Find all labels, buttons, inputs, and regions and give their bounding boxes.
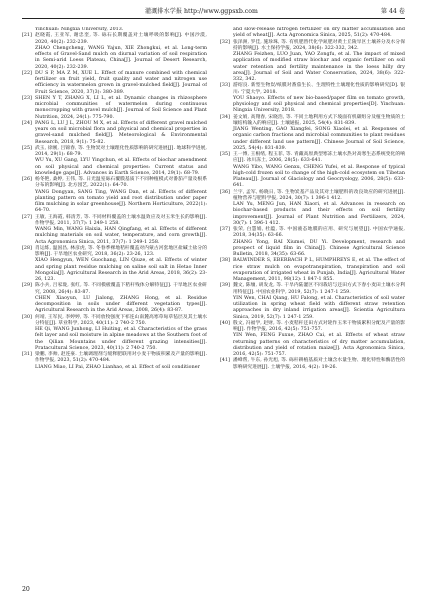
reference-text: WU Yu, XU Gang, LYU Yingchun, et al. Effects of biochar amendment on soil physical and chemical properties: Current status and knowledge gaps[J]. Advances in Earth Science, 2014, 29(1): 68-79.	[35, 158, 207, 176]
reference-entry	[220, 27, 405, 40]
reference-text: and slow-release nitrogen fertilizer on dry matter accumulation and yield of wheat[J]. Acta Agronomica Sinica, 2025, 51(2): 470-484.	[233, 27, 405, 39]
reference-text: 游绍良. 新型生物炭/纸膜对番茄生长、生理特性土壤理化性质的影响研究[D]. 银川: 宁夏大学, 2018.	[233, 83, 405, 95]
reference-text: 杨冬艳, 桑婷, 王伟, 等. 日光温室砾石覆膜基质下不同种植模式对番茄产量及根系分布的影响[J]. 北方园艺, 2022(1): 64-70.	[35, 177, 207, 189]
reference-entry	[220, 40, 405, 53]
reference-entry	[22, 121, 207, 146]
reference-number: [25]	[22, 145, 32, 151]
reference-entry	[220, 83, 405, 96]
reference-entry	[220, 115, 405, 128]
reference-text: 肖运炼, 温国昌, 林彦虎, 等. 冬春季裸地秸秆覆盖对内蒙古河套地区盐碱土盐分的影响[J]. 干旱地区农业研究, 2018, 36(2): 23-26, 123.	[35, 245, 207, 257]
reference-number: [39]	[220, 283, 230, 289]
reference-number: [37]	[220, 227, 230, 232]
reference-text: CHEN Xiaoyun, LU Jialong, ZHANG Hong, et al. Residue decomposition in soils under different vegetation types[J]. Agricultural Research in the Arid Areas, 2008, 26(4): 83-87.	[35, 295, 207, 314]
reference-entry	[22, 177, 207, 190]
reference-number: [26]	[22, 177, 32, 182]
reference-entry	[22, 327, 207, 352]
reference-text: 何靖, 王军民, 李婷婷, 等. 不同放牧强度下祁连山南麓高寒草甸草毡层及其土壤水分特征[J]. 草业科学, 2023, 40(11): 2 740-2 750.	[35, 314, 207, 326]
reference-entry	[220, 296, 405, 321]
reference-number: [33]	[220, 83, 230, 89]
reference-number: [31]	[22, 352, 32, 357]
reference-number: [36]	[220, 189, 230, 195]
reference-number: [34]	[220, 114, 230, 120]
reference-text: PANG L, LU J L, ZHOU M X, et al. Effects of different gravel mulched years on soil microbial flora and physical and chemical properties in gravel-sand mulched field[J]. Meteorological & Environmental Research, 2018, 9(1): 75-82.	[35, 120, 207, 145]
reference-text: 梁鹏, 李帅, 赵连豪. 土壤调理剂与缓释肥联用对小麦干物质积累及产量的影响[J]. 作物学报, 2023, 51(2): 470-484.	[35, 352, 207, 364]
reference-text: ZHANG Yong, BAI Xiumei, DU Yi. Development, research and prospect of liquid film in China[J]. Chinese Agricultural Science Bulletin, 2018, 34(35): 63-66.	[233, 239, 405, 257]
reference-number: [27]	[22, 214, 32, 220]
reference-text: 赵晓霞, 王亚军, 谢忠奎, 等. 砾石长期覆盖对土壤呼吸的影响[J]. 中国沙漠, 2020, 40(2): 232-239.	[35, 33, 207, 45]
reference-number: [40]	[220, 320, 230, 326]
reference-text: 王一博, 王根绪, 程玉菲, 等. 青藏高原典型寒冻土壤水热对高寒生态系统变化的响应[J]. 冰川冻土, 2006, 28(5): 633-641.	[233, 152, 405, 164]
reference-entry	[22, 296, 207, 315]
reference-entry	[220, 127, 405, 152]
reference-text: HE Qi, WANG Junhong, LI Huiting, et al. Characteristics of the grass felt layer and soil moisture in alpine meadows at the Southern foot of the Qilian Mountains under different grazing intensities[J]. Pratacultural Science, 2023, 40(11): 2 740-2 750.	[35, 327, 207, 351]
reference-text: 王敏, 王海霞, 韩清芳, 等. 不同材料覆盖的土壤水温效应及对玉米生长的影响[J]. 作物学报, 2011, 37(7): 1 249-1 258.	[35, 214, 207, 226]
reference-entry	[22, 190, 207, 215]
reference-text: 殷文, 冯福学, 赵财, 等. 小麦秸秆还田方式对轮作玉米干物质累积分配及产量的影响[J]. 作物学报, 2016, 42(5): 751-757.	[233, 320, 405, 332]
reference-entry	[22, 215, 207, 228]
reference-text: LAN Yu, MENG Jun, HAN Xiaori, et al. Advances in research on biochar-based products and their effects on soil fertility improvement[J]. Journal of Plant Nutrition and Fertilizers, 2024, 30(7): 1 396-1 412.	[233, 202, 405, 226]
reference-entry	[220, 52, 405, 83]
reference-text: JIANG Wenting, GAO Xiangfei, SONG Xiaolei, et al. Responses of organic carbon fractions and microbial communities to plant residues under different land use pattern[J]. Chinese Journal of Soil Science, 2025, 54(4): 831-839.	[233, 127, 405, 151]
reference-text: YANG Dongyan, SANG Ting, WANG Dan, et al. Effects of different planting pattern on tomato yield and root distribution under paper film mulching in solar greenhouse[J]. Northern Horticulture, 2022(1): 64-70.	[35, 189, 207, 214]
reference-entry	[220, 96, 405, 115]
reference-entry	[22, 158, 207, 177]
reference-entry	[220, 152, 405, 165]
reference-entry	[22, 96, 207, 121]
reference-number: [38]	[220, 258, 230, 264]
reference-entry	[22, 365, 207, 371]
reference-number: [35]	[220, 152, 230, 157]
reference-text: 张泽洲, 罗佳, 施珍珠, 等. 有机肥替代化学氮肥对黄土丘陵旱区土壤养分及水分保持的影响[J]. 水土保持学报, 2024, 38(6): 322-332, 342.	[233, 39, 405, 51]
journal-name: 灌溉排水学报 http://www.ggpsxb.com	[144, 8, 258, 15]
running-header	[22, 5, 405, 19]
page-number: 20	[22, 586, 30, 593]
reference-text: 潘峰帮, 牛东, 孙光旭, 等. 砾秆耕植基质对土壤含水量生物、理化特性和酶活性的影响研究进展[J]. 土壤学报, 2016, 4(2): 19-26.	[233, 358, 405, 370]
reference-text: YOU Shaoyo. Effects of new bio-based/paper film on tomato growth, physiology and soil physical and chemical properties[D]. Yinchuan: Ningxia University, 2018.	[233, 95, 405, 114]
reference-text: 姜文娟, 高翔春, 宋晓浩, 等. 不同土地利用方式下坡面有机碳组分及植生物质的土壤结构输入的响应[J]. 土壤通报, 2025, 54(4): 831-839.	[233, 114, 405, 126]
reference-number: [22]	[22, 70, 32, 76]
reference-text: LIANG Miao, LI Pai, ZHAO Lianhao, et al. Effect of soil conditioner	[35, 364, 200, 370]
reference-entry	[220, 240, 405, 259]
reference-entry	[22, 71, 207, 96]
reference-number: [30]	[22, 314, 32, 320]
reference-text: 兰宇, 孟军, 杨晓日, 等. 生物炭基产品及其对土壤肥料的改良效应的研究进展[J]. 植物营养与肥料学报, 2024, 30(7): 1 396-1 412.	[233, 189, 405, 201]
reference-number: [29]	[22, 283, 32, 289]
reference-text: 武玉, 徐刚, 吕锦春, 等. 生物炭对土壤理化性质影响的研究进展[J]. 地球科学进展, 2014, 29(1): 68-79.	[35, 145, 207, 157]
reference-entry	[220, 283, 405, 296]
left-column	[22, 27, 207, 579]
reference-text: DU S P, MA Z M, XUE L. Effect of manure combined with chemical fertilizer on fruit yield, fruit quality and water and nitrogen use efficiency in watermelon grown in gravel-mulched field[J]. Journal of Fruit Science, 2020, 37(3): 380-389.	[35, 70, 207, 95]
reference-entry	[220, 190, 405, 203]
reference-text: ZHANG Feizhen, LUO Juan, YAO Zongfu, et al. The impact of mixed application of modified straw biochar and organic fertilizer on soil water retention and fertility maintenance in the loess hilly dry area[J]. Journal of Soil and Water Conservation, 2024, 38(6): 322-332, 342.	[233, 52, 405, 82]
reference-text: 魏文, 陈缅, 胡发龙, 等. 干旱内陆灌区不同栽培与还田方式下春小麦田土壤水分利用特征[J]. 中国农业科学, 2019, 52(7): 1 247-1 259.	[233, 283, 405, 295]
reference-number: [24]	[22, 120, 32, 126]
reference-text: YIN Wen, FENG Fuxue, ZHAO Cai, et al. Effects of wheat straw returning patterns on characteristics of dry matter accumulation, distribution and yield of rotation maize[J]. Acta Agronomica Sinica, 2016, 42(5): 751-757.	[233, 333, 405, 357]
reference-number: [23]	[22, 95, 32, 101]
right-column	[220, 27, 405, 579]
reference-text: YIN Wen, CHAI Qiang, HU Falong, et al. Characteristics of soil water utilization in spring wheat field with different straw retention approaches in dry inland irrigation areas[J]. Scientia Agricultura Sinica, 2019, 52(7): 1 247-1 259.	[233, 295, 405, 320]
reference-entry	[220, 333, 405, 358]
reference-text: SHEN Y T, ZHANG X, LI L, et al. Dynamic changes in rhizosphere microbial communities of watermelon during continuous monocropping with gravel mulch[J]. Journal of Soil Science and Plant Nutrition, 2024, 24(1): 775-790.	[35, 95, 207, 120]
volume-label: 第 44 卷	[380, 8, 405, 15]
reference-number: [41]	[220, 358, 230, 364]
reference-entry	[22, 227, 207, 246]
reference-number: [32]	[220, 39, 230, 45]
reference-entry	[220, 227, 405, 240]
reference-entry	[220, 202, 405, 227]
reference-text: BALWINDER S, EBERBACH P L, HUMPHREYS E, et al. The effect of rice straw mulch on evapotranspiration, transpiration and soil evaporation of irrigated wheat in Punjab, India[J]. Agricultural Water Management, 2011, 98(12): 1 847-1 855.	[233, 258, 405, 282]
reference-text: ZHAO Chengcheng, WANG Yajun, XIE Zhongkui, et al. Long-term effects of Gravel-Sand mulch on diurnal variation of soil respiration in Semi-arid Loess Plateau, China[J]. Journal of Desert Research, 2020, 40(2): 232-239.	[35, 45, 207, 70]
reference-text: WANG Yibo, WANG Genxu, CHENG Yufei, et al. Response of typical high-cold frozen soil to change of the high-cold ecosystem on Tibetan Plateau[J]. Journal of Glaciology and Geocryology, 2006, 28(5): 633-641.	[233, 164, 405, 189]
reference-text: 陈小兵, 吕家珑, 张红, 等. 不同模板覆盖下秸秆残体分解特征[J]. 干旱地区农业研究, 2008, 26(4): 83-87.	[35, 283, 207, 295]
reference-text: Yinchuan: Ningxia University, 2013.	[35, 27, 124, 32]
reference-columns	[22, 27, 405, 579]
reference-entry	[220, 358, 405, 371]
reference-entry	[22, 315, 207, 328]
reference-text: WANG Min, WANG Haixia, HAN Qingfang, et al. Effects of different mulching materials on soil water, temperature, and corn growth[J]. Acta Agronomica Sinica, 2011, 37(7): 1 249-1 258.	[35, 227, 207, 245]
reference-entry	[220, 258, 405, 283]
reference-entry	[220, 321, 405, 334]
reference-entry	[22, 283, 207, 296]
reference-text: XIAO Hengyun, WEN Guochang, LIN Qiuze, et al. Effects of winter and spring plant residue mulching on saline soil salt in Hetao Inner Mongolia[J]. Agricultural Research in the Arid Areas, 2018, 36(2): 23-26, 123.	[35, 258, 207, 282]
reference-entry	[220, 165, 405, 190]
reference-entry	[22, 46, 207, 71]
reference-entry	[22, 352, 207, 365]
reference-entry	[22, 33, 207, 46]
reference-text: 张荣, 白慧娟, 杜蕴, 等. 中国液态地膜的应用、研究与展望[J]. 中国农学通报, 2018, 34(35): 63-66.	[233, 227, 405, 239]
reference-entry	[22, 146, 207, 159]
reference-entry	[22, 246, 207, 259]
reference-number: [28]	[22, 245, 32, 251]
reference-number: [21]	[22, 33, 32, 39]
reference-entry	[22, 258, 207, 283]
